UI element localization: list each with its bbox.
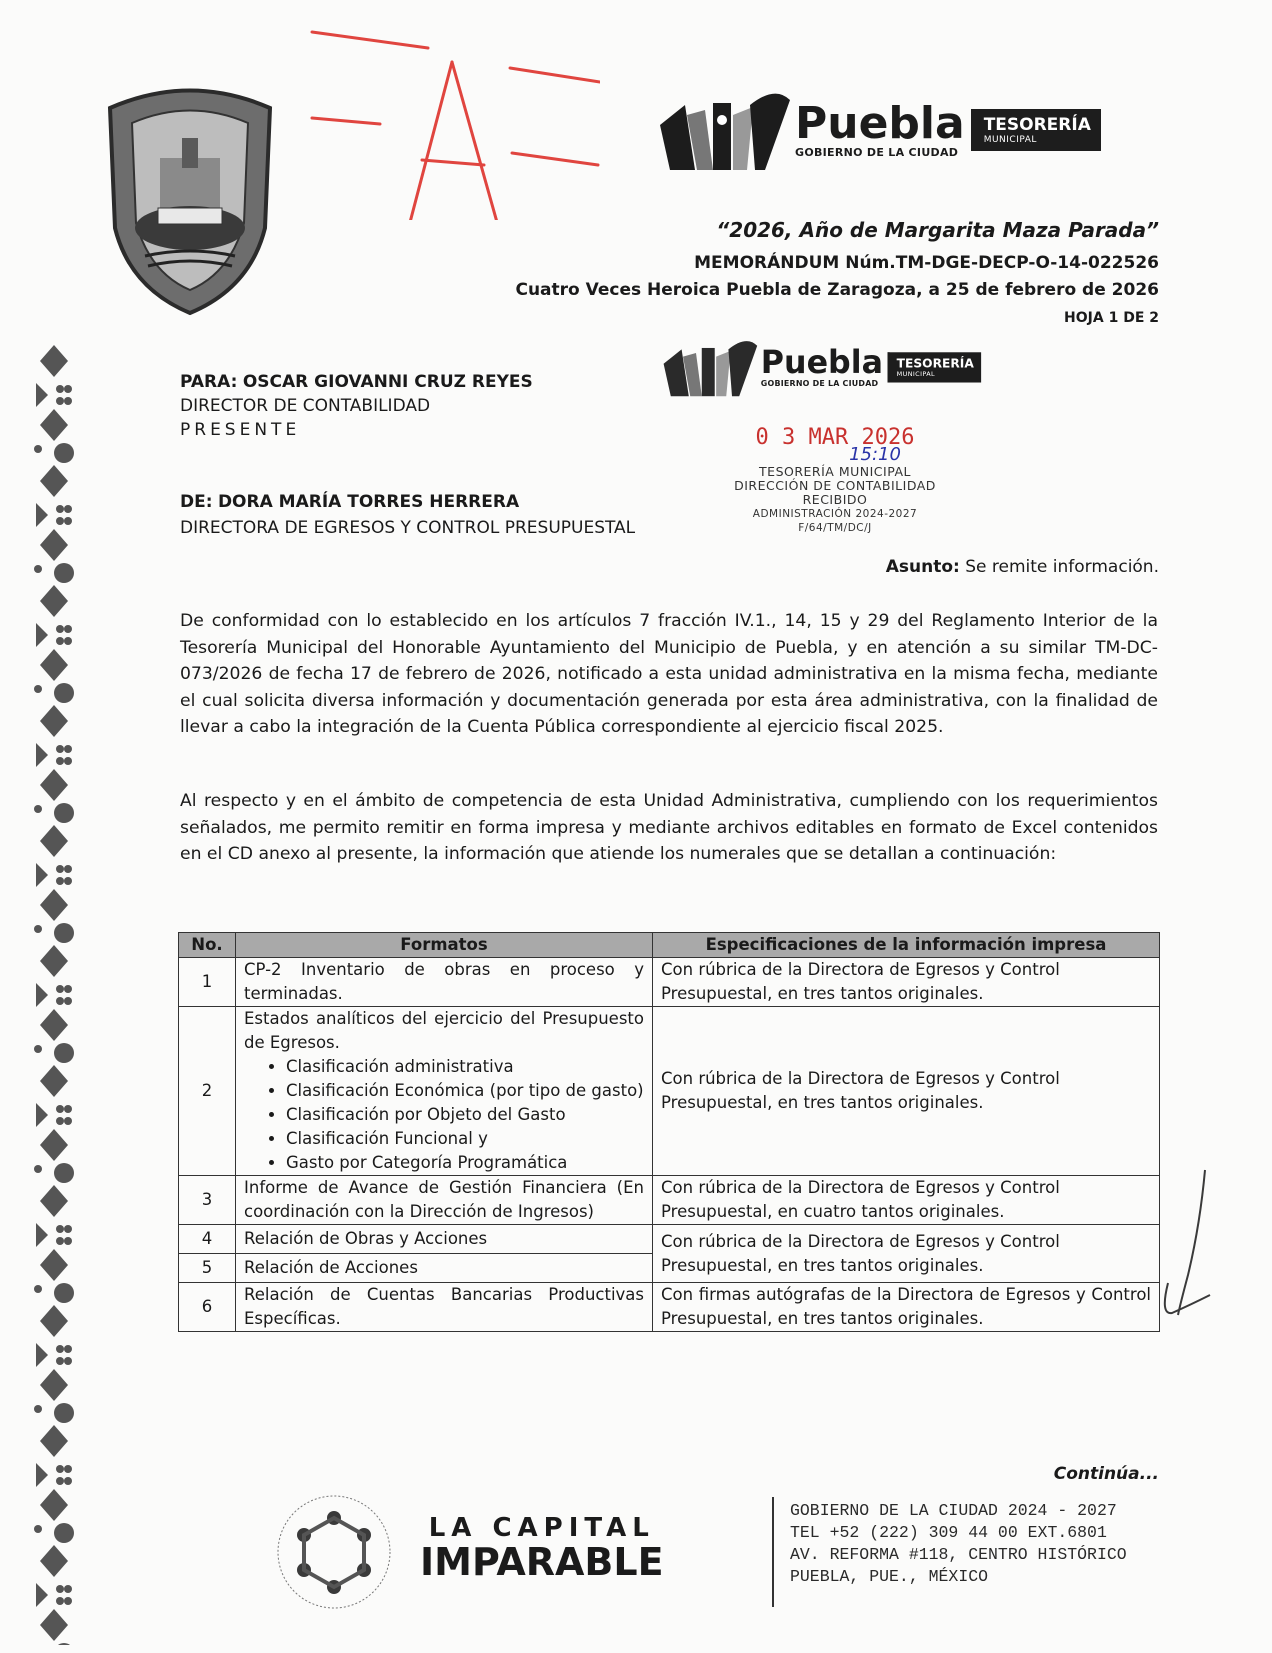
stamp-logo-name: Puebla <box>760 344 883 381</box>
recipient-block <box>180 372 533 440</box>
stamp-line: RECIBIDO <box>802 492 868 507</box>
recipient-label: PARA: <box>180 372 238 392</box>
recipient-presente: PRESENTE <box>180 420 301 440</box>
stamp-line: TESORERÍA MUNICIPAL <box>759 464 911 479</box>
footer-divider <box>772 1497 774 1607</box>
contact-line: GOBIERNO DE LA CIUDAD 2024 - 2027 <box>790 1501 1117 1520</box>
row-formato <box>236 1007 653 1176</box>
row-spec: Con rúbrica de la Directora de Egresos y Control Presupuestal, en tres tantos originales. <box>653 1225 1160 1283</box>
row-number: 3 <box>179 1176 236 1225</box>
body-paragraph-1: De conformidad con lo establecido en los artículos 7 fracción IV.1., 14, 15 y 29 del Reglamento Interior de la Tesorería Municipal del Honorable Ayuntamiento del Municipio de Puebla, y en atención a su similar TM-DC-073/2026 de fecha 17 de febrero de 2026, notificado a esta unidad administrativa en la misma fecha, mediante el cual solicita diversa información y documentación generada por esta área administrativa, con la finalidad de llevar a cabo la integración de la Cuenta Pública correspondiente al ejercicio fiscal 2025. <box>180 611 1158 737</box>
table-row <box>179 1176 1160 1225</box>
row-number: 6 <box>179 1283 236 1332</box>
row-formato: Informe de Avance de Gestión Financiera (En coordinación con la Dirección de Ingresos) <box>236 1176 653 1225</box>
row-formato-text: Estados analíticos del ejercicio del Presupuesto de Egresos. <box>244 1009 644 1052</box>
row-number: 2 <box>179 1007 236 1176</box>
col-header-no: No. <box>179 933 236 958</box>
row-spec: Con rúbrica de la Directora de Egresos y Control Presupuestal, en cuatro tantos originales. <box>653 1176 1160 1225</box>
contact-block <box>790 1500 1127 1588</box>
continua-note: Continúa... <box>1053 1464 1159 1484</box>
formats-table <box>178 932 1160 1332</box>
year-motto: “2026, Año de Margarita Maza Parada” <box>716 218 1159 242</box>
stamp-logo <box>660 335 981 400</box>
contact-line: TEL +52 (222) 309 44 00 EXT.6801 <box>790 1523 1107 1542</box>
logo-tesoreria-badge <box>971 109 1101 151</box>
stamp-date: 0 3 MAR 2026 <box>755 425 915 450</box>
table-row <box>179 1225 1160 1254</box>
decorative-border <box>30 345 78 1645</box>
table-row <box>179 1283 1160 1332</box>
sender-block <box>180 492 635 538</box>
logo-dept: TESORERÍA <box>983 115 1091 135</box>
row-number: 5 <box>179 1254 236 1283</box>
subject-text: Se remite información. <box>965 557 1159 577</box>
stamp-logo-subtitle: GOBIERNO DE LA CIUDAD <box>760 378 879 388</box>
row-bullet-list <box>244 1055 644 1175</box>
row-formato: Relación de Cuentas Bancarias Productivas Específicas. <box>236 1283 653 1332</box>
table-row <box>179 1007 1160 1176</box>
recipient-name: OSCAR GIOVANNI CRUZ REYES <box>242 372 533 392</box>
body-paragraph-2: Al respecto y en el ámbito de competencia de esta Unidad Administrativa, cumpliendo con los requerimientos señalados, me permito remitir en forma impresa y mediante archivos editables en formato de Excel contenidos en el CD anexo al presente, la información que atiende los numerales que se detallan a continuación: <box>180 791 1158 864</box>
recipient-title: DIRECTOR DE CONTABILIDAD <box>180 396 431 416</box>
row-formato: Relación de Acciones <box>236 1254 653 1283</box>
row-spec: Con firmas autógrafas de la Directora de Egresos y Control Presupuestal, en tres tantos originales. <box>653 1283 1160 1332</box>
la-capital-imparable-logo <box>420 1513 664 1584</box>
stamp-line: ADMINISTRACIÓN 2024-2027 <box>752 508 918 520</box>
slogan-line-2: IMPARABLE <box>420 1540 664 1584</box>
bullet-item: • Clasificación Funcional y <box>286 1127 644 1151</box>
subject-label: Asunto: <box>885 557 960 577</box>
logo-subtitle: GOBIERNO DE LA CIUDAD <box>795 145 959 159</box>
bullet-item: • Clasificación por Objeto del Gasto <box>286 1103 644 1127</box>
logo-dept-sub: MUNICIPAL <box>983 135 1037 145</box>
col-header-especificaciones: Especificaciones de la información impresa <box>653 933 1160 958</box>
city-crest-icon <box>100 78 280 318</box>
stamp-time: 15:10 <box>849 444 901 465</box>
table-header-row <box>179 933 1160 958</box>
table-row <box>179 958 1160 1007</box>
received-stamp <box>695 425 975 535</box>
handwritten-signature <box>1150 1165 1220 1325</box>
bullet-item: • Gasto por Categoría Programática <box>286 1151 644 1175</box>
bullet-item: • Clasificación Económica (por tipo de gasto) <box>286 1079 644 1103</box>
stamp-line: DIRECCIÓN DE CONTABILIDAD <box>734 478 936 493</box>
equality-norm-seal-icon <box>272 1490 397 1615</box>
row-number: 4 <box>179 1225 236 1254</box>
subject-line <box>886 557 1159 577</box>
stamp-logo-dept: TESORERÍA <box>896 356 974 371</box>
row-number: 1 <box>179 958 236 1007</box>
sender-title: DIRECTORA DE EGRESOS Y CONTROL PRESUPUESTAL <box>180 518 636 538</box>
puebla-tesoreria-logo <box>655 85 1101 175</box>
row-formato: CP-2 Inventario de obras en proceso y terminadas. <box>236 958 653 1007</box>
row-spec: Con rúbrica de la Directora de Egresos y Control Presupuestal, en tres tantos originales. <box>653 958 1160 1007</box>
sender-name: DORA MARÍA TORRES HERRERA <box>217 492 520 512</box>
bullet-item: • Clasificación administrativa <box>286 1055 644 1079</box>
stamp-line: F/64/TM/DC/J <box>798 522 872 534</box>
stamp-logo-badge <box>887 352 981 382</box>
city-skyline-icon <box>660 335 761 400</box>
stamp-logo-dept-sub: MUNICIPAL <box>896 371 935 379</box>
slogan-line-1: LA CAPITAL <box>428 1513 655 1543</box>
grade-mark-a <box>300 20 600 220</box>
contact-line: AV. REFORMA #118, CENTRO HISTÓRICO <box>790 1545 1127 1564</box>
row-formato: Relación de Obras y Acciones <box>236 1225 653 1254</box>
place-date: Cuatro Veces Heroica Puebla de Zaragoza, a 25 de febrero de 2026 <box>515 280 1159 300</box>
contact-line: PUEBLA, PUE., MÉXICO <box>790 1567 989 1586</box>
city-skyline-icon <box>655 85 795 175</box>
row-spec: Con rúbrica de la Directora de Egresos y Control Presupuestal, en tres tantos originales. <box>653 1007 1160 1176</box>
sheet-number: HOJA 1 DE 2 <box>1064 310 1159 326</box>
sender-label: DE: <box>180 492 213 512</box>
col-header-formatos: Formatos <box>236 933 653 958</box>
memo-number: MEMORÁNDUM Núm.TM-DGE-DECP-O-14-022526 <box>694 253 1159 273</box>
logo-puebla-text: Puebla <box>795 97 965 149</box>
